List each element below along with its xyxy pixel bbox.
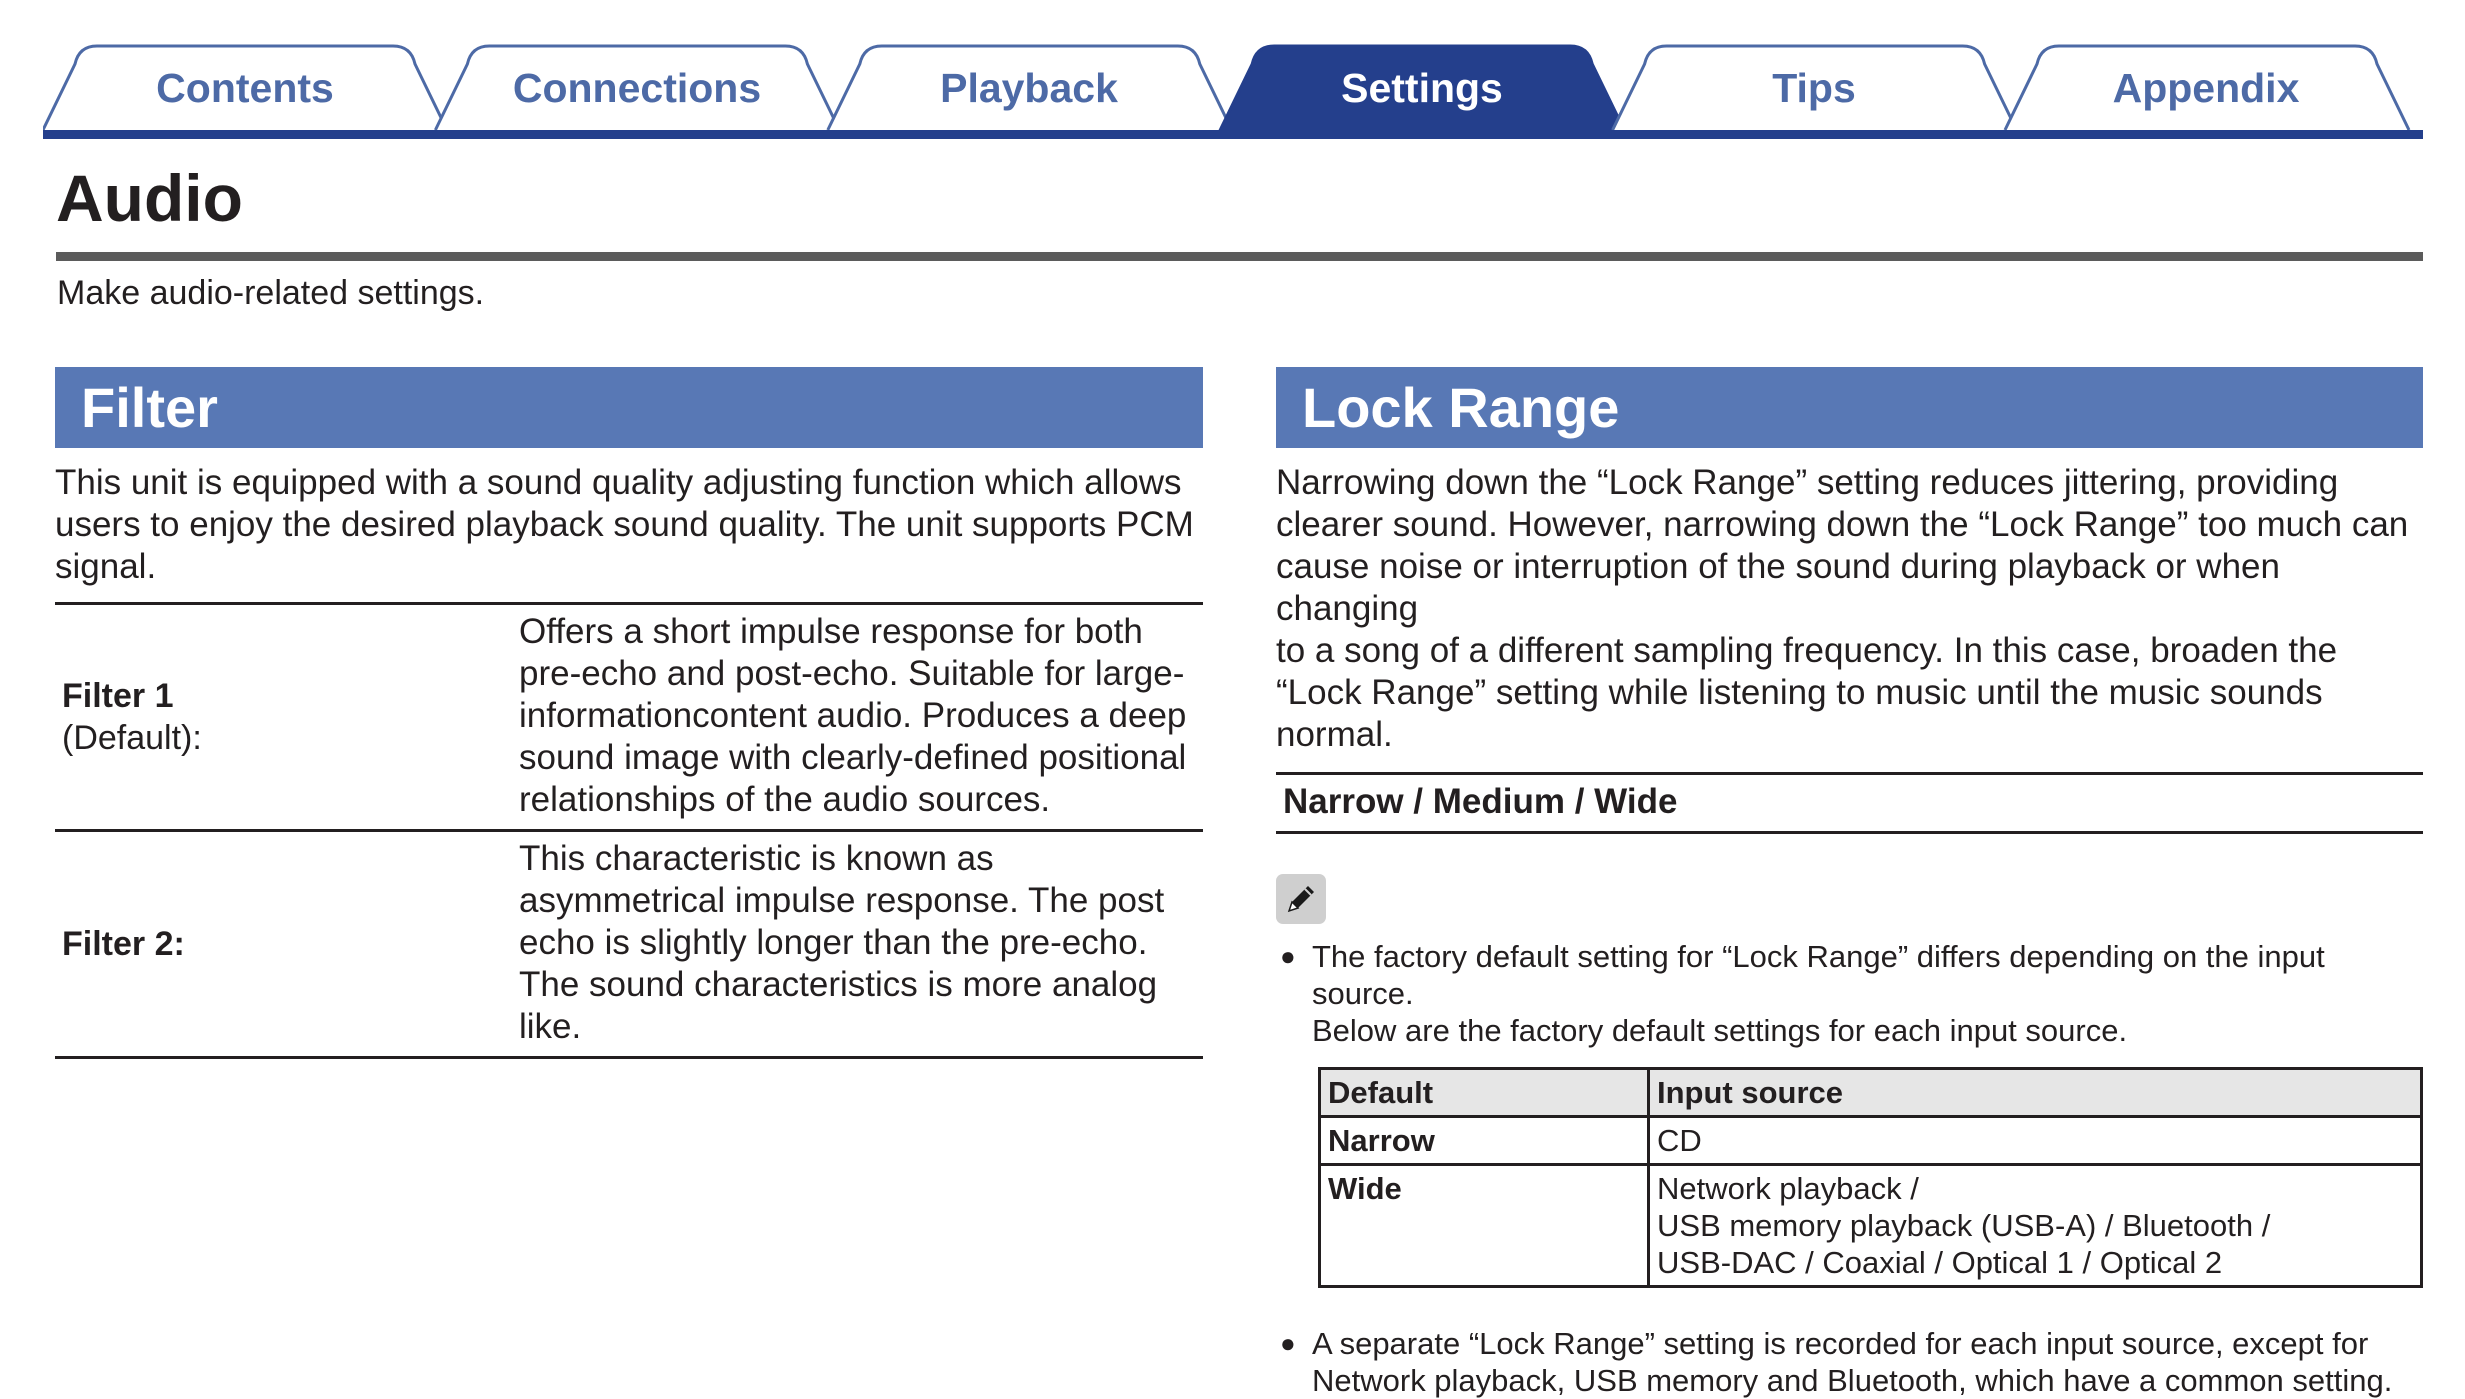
tab-tips[interactable]: Tips [1772,64,1856,111]
lock-range-section [1276,367,2423,1399]
note-bullet-2 [1280,1325,2423,1399]
table-row [1320,1165,2422,1287]
text-line: like. [519,1007,582,1046]
tab-playback[interactable]: Playback [940,64,1118,111]
table-cell-default: Narrow [1320,1117,1649,1165]
text-line: A separate “Lock Range” setting is recorded for each input source, except for [1312,1326,2369,1361]
text-line: echo is slightly longer than the pre-echo. [519,923,1148,962]
filter-name [55,605,519,829]
text-line: asymmetrical impulse response. The post [519,881,1165,920]
table-cell-source: CD [1649,1117,2422,1165]
text-line: normal. [1276,715,1393,754]
lock-range-heading: Lock Range [1276,367,2423,448]
text-line: The factory default setting for “Lock Range” differs depending on the input source. [1312,939,2325,1011]
table-row [1320,1117,2422,1165]
text-line: Narrowing down the “Lock Range” setting reduces jittering, providing [1276,463,2339,502]
bullet-dot: ● [1280,941,1296,971]
text-line: Offers a short impulse response for both [519,612,1143,651]
tab-contents[interactable]: Contents [156,64,334,111]
title-divider [56,252,2423,261]
filter-row-2 [55,832,1203,1059]
filter-desc [519,605,1203,829]
table-cell-default: Wide [1320,1165,1649,1287]
lock-range-options: Narrow / Medium / Wide [1276,772,2423,834]
pencil-icon [1276,874,1326,924]
tab-appendix[interactable]: Appendix [2112,64,2300,111]
page-title: Audio [56,161,243,235]
text-line: USB memory playback (USB-A) / Bluetooth / [1657,1208,2271,1243]
text-line: Network playback, USB memory and Bluetooth, which have a common setting. [1312,1363,2393,1398]
bullet-dot: ● [1280,1328,1296,1358]
filter-name-bold: Filter 1 [62,677,174,715]
filter-name-bold: Filter 2: [62,925,185,963]
text-line: USB-DAC / Coaxial / Optical 1 / Optical 2 [1657,1245,2223,1280]
filter-row-1 [55,605,1203,832]
text-line: pre-echo and post-echo. Suitable for large- [519,654,1185,693]
default-settings-table [1318,1067,2423,1288]
text-line: clearer sound. However, narrowing down the “Lock Range” too much can [1276,505,2409,544]
filter-section [55,367,1203,1059]
tab-underline [43,130,2423,139]
text-line: Below are the factory default settings for each input source. [1312,1013,2128,1048]
filter-options-table [55,602,1203,1059]
text-line: cause noise or interruption of the sound during playback or when changing [1276,547,2280,628]
text-line: informationcontent audio. Produces a deep [519,696,1187,735]
filter-desc [519,832,1203,1056]
text-line: “Lock Range” setting while listening to music until the music sounds [1276,673,2323,712]
note-bullet-1 [1280,938,2423,1049]
table-cell-source [1649,1165,2422,1287]
text-line: users to enjoy the desired playback sound quality. The unit supports PCM [55,505,1194,544]
filter-name-extra: (Default): [62,719,202,757]
table-header: Default [1320,1069,1649,1117]
page-intro: Make audio-related settings. [57,274,485,312]
table-header-row [1320,1069,2422,1117]
filter-heading: Filter [55,367,1203,448]
text-line: signal. [55,547,157,586]
tab-connections[interactable]: Connections [512,64,762,111]
text-line: This unit is equipped with a sound quality adjusting function which allows [55,463,1182,502]
text-line: The sound characteristics is more analog [519,965,1158,1004]
text-line: sound image with clearly-defined positional [519,738,1187,777]
lock-range-description [1276,462,2423,756]
text-line: Network playback / [1657,1171,1919,1206]
text-line: to a song of a different sampling frequency. In this case, broaden the [1276,631,2338,670]
tab-bar [43,44,2423,140]
text-line: This characteristic is known as [519,839,994,878]
text-line: relationships of the audio sources. [519,780,1051,819]
filter-description [55,462,1203,588]
filter-name [55,832,519,1056]
tab-settings[interactable]: Settings [1341,64,1503,111]
table-header: Input source [1649,1069,2422,1117]
